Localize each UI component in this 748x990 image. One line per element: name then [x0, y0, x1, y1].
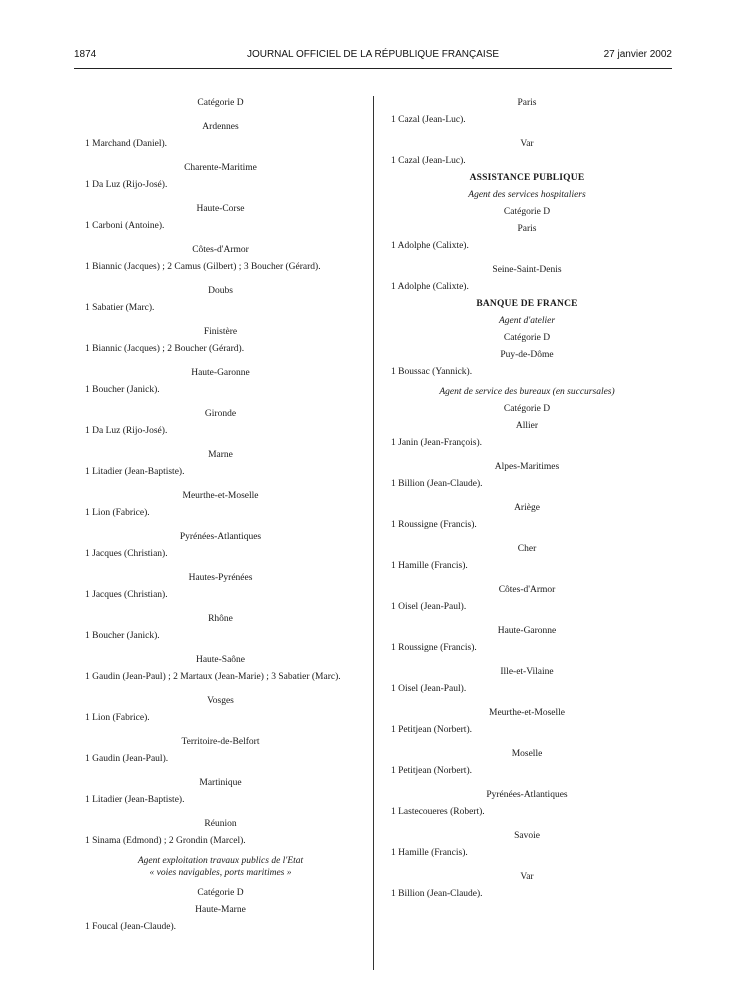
- department-heading: Doubs: [208, 286, 233, 296]
- list-item: 1 Cazal (Jean-Luc).: [391, 115, 466, 125]
- list-item: 1 Boucher (Janick).: [85, 385, 160, 395]
- journal-title: JOURNAL OFFICIEL DE LA RÉPUBLIQUE FRANÇAISE: [246, 49, 500, 60]
- list-item: 1 Boucher (Janick).: [85, 631, 160, 641]
- list-item: 1 Gaudin (Jean-Paul).: [85, 754, 169, 764]
- category-heading: Catégorie D: [503, 404, 551, 414]
- list-item: 1 Adolphe (Calixte).: [391, 241, 469, 251]
- list-item: 1 Marchand (Daniel).: [85, 139, 168, 149]
- department-heading: Martinique: [199, 778, 242, 788]
- department-heading: Savoie: [514, 831, 540, 841]
- department-heading: Haute-Marne: [195, 905, 246, 915]
- department-heading: Réunion: [204, 819, 237, 829]
- list-item: 1 Jacques (Christian).: [85, 590, 168, 600]
- department-heading: Pyrénées-Atlantiques: [179, 532, 262, 542]
- agent-title: Agent d'atelier: [498, 316, 556, 326]
- department-heading: Charente-Maritime: [184, 163, 257, 173]
- list-item: 1 Roussigne (Francis).: [391, 520, 477, 530]
- right-column: [382, 97, 672, 905]
- category-heading: Catégorie D: [503, 207, 551, 217]
- department-heading: Var: [520, 139, 534, 149]
- department-heading: Var: [520, 872, 534, 882]
- department-heading: Côtes-d'Armor: [498, 585, 556, 595]
- list-item: 1 Sinama (Edmond) ; 2 Grondin (Marcel).: [85, 836, 246, 846]
- list-item: 1 Carboni (Antoine).: [85, 221, 165, 231]
- list-item: 1 Hamille (Francis).: [391, 561, 468, 571]
- page-header: [74, 49, 672, 63]
- category-heading: Catégorie D: [197, 98, 244, 108]
- column-divider: [373, 96, 374, 970]
- list-item: 1 Biannic (Jacques) ; 2 Camus (Gilbert) ; 3 Boucher (Gérard).: [85, 262, 321, 272]
- agent-title: Agent exploitation travaux publics de l'Etat: [137, 856, 304, 866]
- list-item: 1 Adolphe (Calixte).: [391, 282, 469, 292]
- list-item: 1 Lion (Fabrice).: [85, 508, 150, 518]
- list-item: 1 Billion (Jean-Claude).: [391, 889, 483, 899]
- department-heading: Rhône: [208, 614, 233, 624]
- list-item: 1 Litadier (Jean-Baptiste).: [85, 467, 185, 477]
- department-heading: Hautes-Pyrénées: [188, 573, 253, 583]
- category-heading: Catégorie D: [197, 888, 244, 898]
- department-heading: Ille-et-Vilaine: [500, 667, 554, 677]
- department-heading: Pyrénées-Atlantiques: [486, 790, 568, 800]
- list-item: 1 Boussac (Yannick).: [391, 367, 473, 377]
- department-heading: Allier: [515, 421, 539, 431]
- list-item: 1 Cazal (Jean-Luc).: [391, 156, 466, 166]
- list-item: 1 Oisel (Jean-Paul).: [391, 684, 467, 694]
- agent-title: Agent des services hospitaliers: [468, 190, 586, 200]
- agent-subtitle: « voies navigables, ports maritimes »: [149, 868, 292, 878]
- agent-title: Agent de service des bureaux (en succursales): [439, 387, 615, 397]
- list-item: 1 Da Luz (Rijo-José).: [85, 426, 168, 436]
- department-heading: Finistère: [203, 327, 238, 337]
- department-heading: Alpes-Maritimes: [494, 462, 560, 472]
- header-rule: [74, 68, 672, 69]
- department-heading: Côtes-d'Armor: [192, 245, 249, 255]
- organization-heading: BANQUE DE FRANCE: [476, 299, 578, 309]
- department-heading: Haute-Corse: [196, 204, 245, 214]
- list-item: 1 Janin (Jean-François).: [391, 438, 483, 448]
- list-item: 1 Da Luz (Rijo-José).: [85, 180, 168, 190]
- list-item: 1 Gaudin (Jean-Paul) ; 2 Martaux (Jean-Marie) ; 3 Sabatier (Marc).: [85, 672, 341, 682]
- issue-date: 27 janvier 2002: [603, 49, 672, 60]
- department-heading: Territoire-de-Belfort: [181, 737, 260, 747]
- department-heading: Moselle: [511, 749, 543, 759]
- list-item: 1 Litadier (Jean-Baptiste).: [85, 795, 185, 805]
- department-heading: Paris: [517, 98, 537, 108]
- department-heading: Meurthe-et-Moselle: [489, 708, 565, 718]
- list-item: 1 Foucal (Jean-Claude).: [85, 922, 177, 932]
- list-item: 1 Billion (Jean-Claude).: [391, 479, 483, 489]
- left-column: [76, 97, 365, 938]
- department-heading: Vosges: [207, 696, 234, 706]
- list-item: 1 Roussigne (Francis).: [391, 643, 477, 653]
- department-heading: Marne: [208, 450, 233, 460]
- list-item: 1 Lastecoueres (Robert).: [391, 807, 485, 817]
- list-item: 1 Jacques (Christian).: [85, 549, 168, 559]
- department-heading: Seine-Saint-Denis: [492, 265, 562, 275]
- department-heading: Puy-de-Dôme: [500, 350, 554, 360]
- page-number: 1874: [74, 49, 97, 60]
- department-heading: Haute-Garonne: [497, 626, 557, 636]
- department-heading: Ardennes: [202, 122, 239, 132]
- department-heading: Paris: [517, 224, 537, 234]
- list-item: 1 Lion (Fabrice).: [85, 713, 150, 723]
- department-heading: Haute-Saône: [195, 655, 246, 665]
- department-heading: Ariège: [514, 503, 540, 513]
- list-item: 1 Petitjean (Norbert).: [391, 766, 472, 776]
- organization-heading: ASSISTANCE PUBLIQUE: [469, 173, 585, 183]
- list-item: 1 Sabatier (Marc).: [85, 303, 155, 313]
- department-heading: Gironde: [204, 409, 237, 419]
- department-heading: Meurthe-et-Moselle: [182, 491, 259, 501]
- list-item: 1 Oisel (Jean-Paul).: [391, 602, 467, 612]
- list-item: 1 Petitjean (Norbert).: [391, 725, 472, 735]
- list-item: 1 Hamille (Francis).: [391, 848, 468, 858]
- department-heading: Cher: [517, 544, 537, 554]
- department-heading: Haute-Garonne: [191, 368, 250, 378]
- list-item: 1 Biannic (Jacques) ; 2 Boucher (Gérard).: [85, 344, 245, 354]
- category-heading: Catégorie D: [503, 333, 551, 343]
